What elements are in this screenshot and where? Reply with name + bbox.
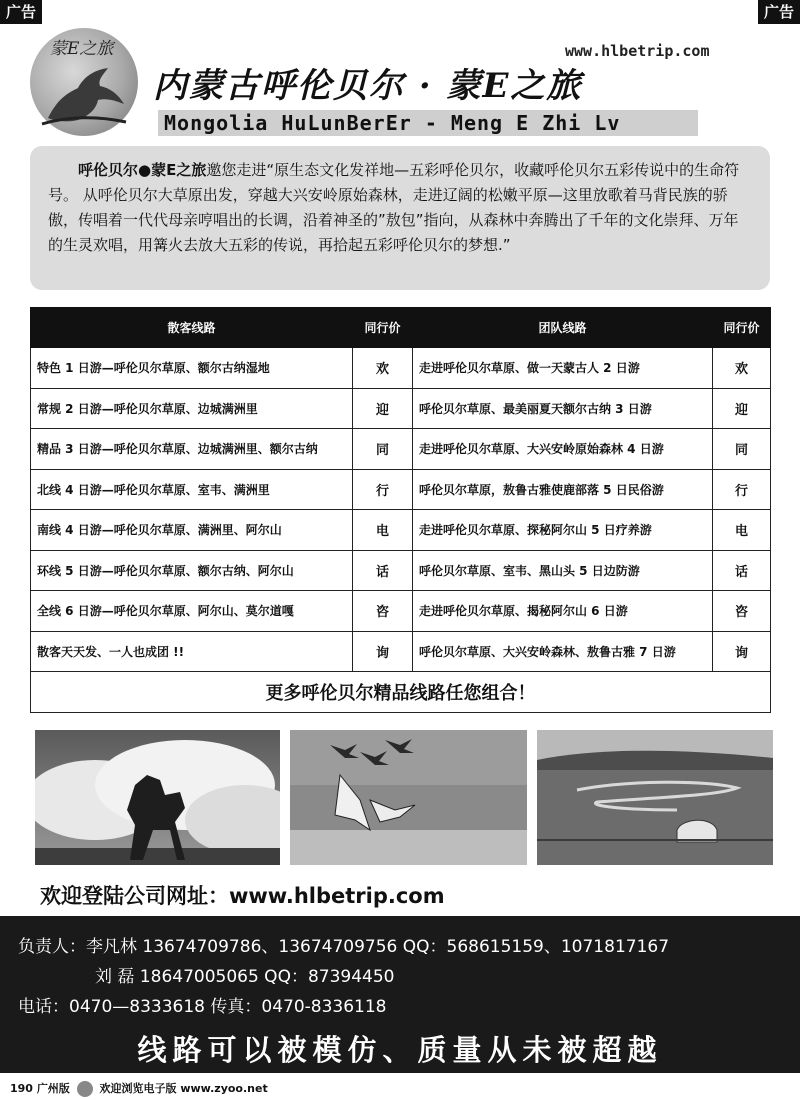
group-route: 走进呼伦贝尔草原、做一天蒙古人 2 日游 — [413, 348, 713, 389]
price-char: 咨 — [713, 591, 771, 632]
price-char: 欢 — [353, 348, 413, 389]
page-subtitle-en: Mongolia HuLunBerEr - Meng E Zhi Lv — [158, 110, 698, 136]
horse-icon — [38, 58, 130, 128]
ad-tag-left: 广告 — [0, 0, 42, 24]
logo-text: 蒙E之旅 — [50, 39, 114, 59]
price-char: 话 — [713, 550, 771, 591]
publisher-logo-icon — [77, 1081, 93, 1097]
table-row — [31, 388, 771, 429]
table-row — [31, 591, 771, 632]
intro-box — [30, 146, 770, 290]
group-route: 呼伦贝尔草原、最美丽夏天额尔古纳 3 日游 — [413, 388, 713, 429]
contact-line-second: 刘 磊 18647005065 QQ：87394450 — [95, 967, 395, 987]
header-individual-routes: 散客线路 — [31, 308, 353, 348]
individual-route: 精品 3 日游—呼伦贝尔草原、边城满洲里、额尔古纳 — [31, 429, 353, 470]
price-char: 同 — [353, 429, 413, 470]
individual-route: 特色 1 日游—呼伦贝尔草原、额尔古纳湿地 — [31, 348, 353, 389]
footer-text: 欢迎浏览电子版 www.zyoo.net — [99, 1082, 268, 1095]
price-char: 询 — [713, 631, 771, 672]
edition-label: 广州版 — [36, 1082, 70, 1095]
price-char: 迎 — [353, 388, 413, 429]
routes-table — [30, 307, 771, 713]
price-char: 询 — [353, 631, 413, 672]
intro-text: 邀您走进“原生态文化发祥地—五彩呼伦贝尔，收藏呼伦贝尔五彩传说中的生命符号。 从呼伦贝尔大草原出发，穿越大兴安岭原始森林，走进辽阔的松嫩平原—这里放歌着马背民族的骄傲，传唱着一代代母亲哼唱出的长调，沿着神圣的”敖包”指向，从森林中奔腾出了千年的文化崇拜、万年的生灵欢唱，用篝火去放大五彩的传说，再拾起五彩呼伦贝尔的梦想.” — [48, 161, 740, 254]
contact-line-manager: 负责人：李凡林 13674709786、13674709756 QQ：568615159、1071817167 — [18, 937, 670, 957]
table-row — [31, 631, 771, 672]
individual-route: 南线 4 日游—呼伦贝尔草原、满洲里、阿尔山 — [31, 510, 353, 551]
table-header-row — [31, 308, 771, 348]
price-char: 行 — [713, 469, 771, 510]
price-char: 咨 — [353, 591, 413, 632]
table-row — [31, 348, 771, 389]
price-char: 行 — [353, 469, 413, 510]
photo-river-yurt — [537, 730, 773, 865]
price-char: 话 — [353, 550, 413, 591]
group-route: 呼伦贝尔草原、室韦、黑山头 5 日边防游 — [413, 550, 713, 591]
individual-route: 环线 5 日游—呼伦贝尔草原、额尔古纳、阿尔山 — [31, 550, 353, 591]
site-url-header: www.hlbetrip.com — [565, 42, 710, 60]
header-group-routes: 团队线路 — [413, 308, 713, 348]
price-char: 同 — [713, 429, 771, 470]
brand-logo — [30, 28, 138, 136]
price-char: 迎 — [713, 388, 771, 429]
slogan: 线路可以被模仿、质量从未被超越 — [137, 1033, 663, 1067]
table-footer-row — [31, 672, 771, 713]
group-route: 走进呼伦贝尔草原、揭秘阿尔山 6 日游 — [413, 591, 713, 632]
website-welcome: 欢迎登陆公司网址：www.hlbetrip.com — [40, 884, 445, 908]
individual-route: 北线 4 日游—呼伦贝尔草原、室韦、满洲里 — [31, 469, 353, 510]
header-price: 同行价 — [353, 308, 413, 348]
group-route: 走进呼伦贝尔草原、探秘阿尔山 5 日疗养游 — [413, 510, 713, 551]
more-routes-note: 更多呼伦贝尔精品线路任您组合！ — [31, 672, 771, 713]
header-price: 同行价 — [713, 308, 771, 348]
price-char: 欢 — [713, 348, 771, 389]
page-footer — [10, 1080, 268, 1097]
intro-brand: 呼伦贝尔●蒙E之旅 — [78, 161, 207, 179]
table-row — [31, 550, 771, 591]
individual-route: 常规 2 日游—呼伦贝尔草原、边城满洲里 — [31, 388, 353, 429]
photo-cranes — [290, 730, 527, 865]
individual-route: 全线 6 日游—呼伦贝尔草原、阿尔山、莫尔道嘎 — [31, 591, 353, 632]
table-row — [31, 510, 771, 551]
ad-tag-right: 广告 — [758, 0, 800, 24]
contact-line-phone-fax: 电话：0470—8333618 传真：0470-8336118 — [18, 997, 387, 1017]
photo-horse-rider — [35, 730, 280, 865]
table-row — [31, 429, 771, 470]
individual-route: 散客天天发、一人也成团 !! — [31, 631, 353, 672]
group-route: 走进呼伦贝尔草原、大兴安岭原始森林 4 日游 — [413, 429, 713, 470]
table-row — [31, 469, 771, 510]
page-title: 内蒙古呼伦贝尔 · 蒙E之旅 — [153, 66, 583, 106]
group-route: 呼伦贝尔草原，敖鲁古雅使鹿部落 5 日民俗游 — [413, 469, 713, 510]
group-route: 呼伦贝尔草原、大兴安岭森林、敖鲁古雅 7 日游 — [413, 631, 713, 672]
price-char: 电 — [353, 510, 413, 551]
price-char: 电 — [713, 510, 771, 551]
page-number: 190 — [10, 1082, 33, 1095]
contact-panel — [0, 916, 800, 1073]
